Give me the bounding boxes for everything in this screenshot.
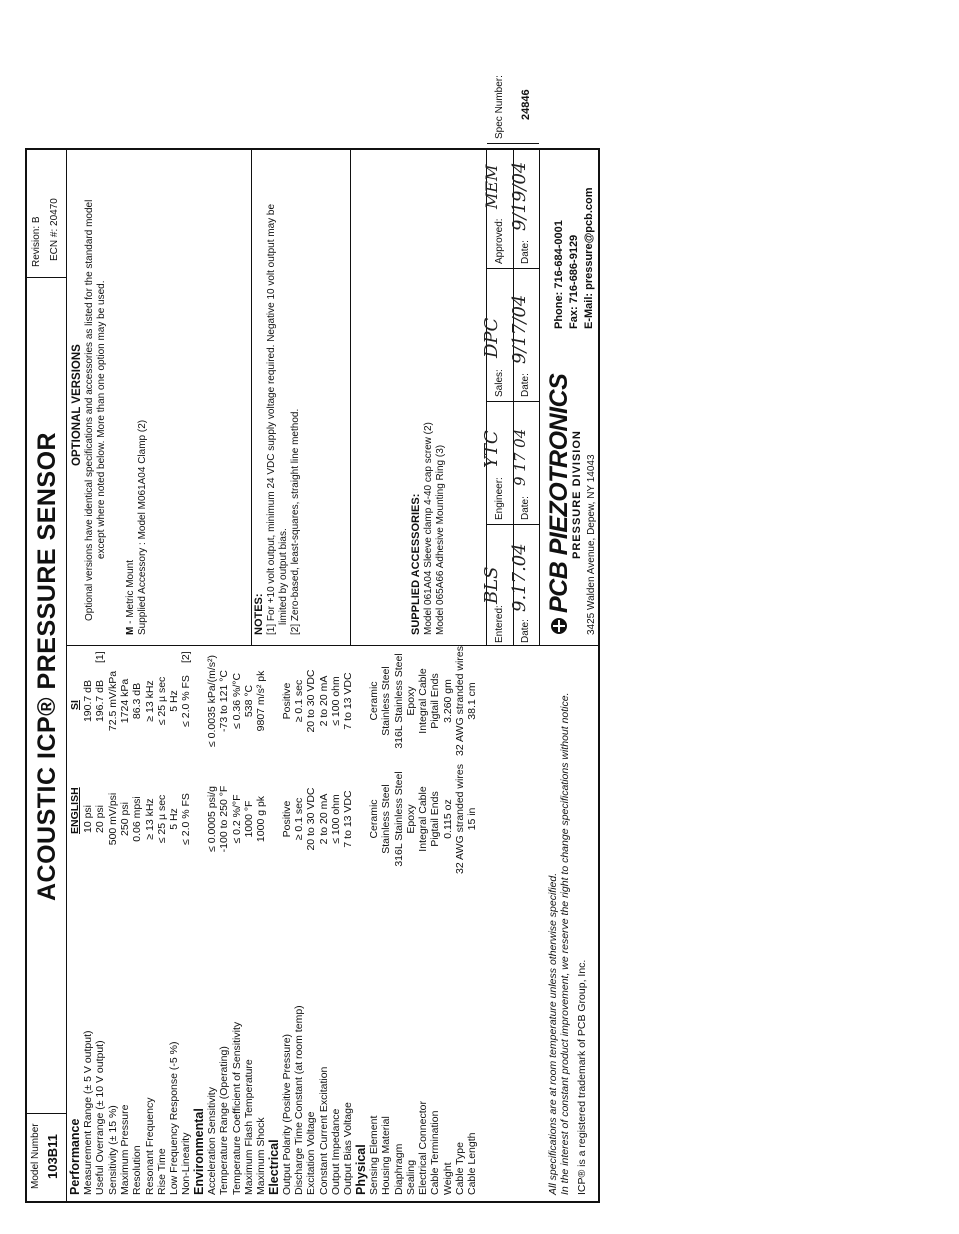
spec-value-si: 5 Hz <box>168 690 181 712</box>
notes-heading: NOTES: <box>253 593 265 635</box>
logo-text: PCB PIEZOTRONICS <box>545 373 573 613</box>
sales-signature: DPC <box>481 317 502 358</box>
spec-label: Diaphragm <box>392 1143 405 1195</box>
spec-note-ref: [1] <box>94 651 107 663</box>
signoff-grid <box>481 75 540 646</box>
spec-value-english: ≤ 2.0 % FS <box>180 793 193 845</box>
sales-label: Sales: <box>494 369 505 397</box>
spec-value-english: ≤ 100 ohm <box>330 794 342 844</box>
spec-value-si: ≤ 0.0035 kPa/(m/s²) <box>206 654 218 748</box>
spec-value-english: 250 psi <box>118 802 131 836</box>
spec-value-si: ≥ 0.1 sec <box>293 679 306 723</box>
spec-value-si: 38.1 cm <box>466 682 479 720</box>
approved-label: Approved: <box>494 218 505 264</box>
accessory-1: Model 061A04 Sleeve clamp 4-40 cap screw (2) <box>423 422 434 635</box>
spec-label: Cable Type <box>454 1142 466 1195</box>
spec-label: Cable Termination <box>429 1110 442 1195</box>
spec-value-si: Integral Cable <box>417 668 430 734</box>
footnote-trademark: ICP® is a registered trademark of PCB Group, Inc. <box>576 959 588 1195</box>
page-title: ACOUSTIC ICP® PRESSURE SENSOR <box>33 431 61 901</box>
spec-number: 24846 <box>520 89 532 120</box>
company-address: 3425 Walden Avenue, Depew, NY 14043 <box>586 454 597 635</box>
date-label-sales: Date: <box>520 373 531 397</box>
spec-value-english: 500 mV/psi <box>106 792 119 846</box>
spec-label: Output Polarity (Positive Pressure) <box>280 1033 293 1195</box>
spec-label: Sealing <box>404 1159 417 1195</box>
spec-value-english: ≤ 0.0005 psi/g <box>206 786 218 852</box>
spec-value-english: 10 psi <box>82 804 94 834</box>
spec-label: Output Bias Voltage <box>342 1102 355 1195</box>
note-2: [2] Zero-based, least-squares, straight line method. <box>290 408 301 635</box>
spec-value-english: 7 to 13 VDC <box>342 790 355 848</box>
spec-label: Discharge Time Constant (at room temp) <box>293 1005 306 1195</box>
company-fax: Fax: 716-686-9129 <box>568 234 580 329</box>
pcb-logo-mark-icon <box>550 617 568 635</box>
model-number-label: Model Number <box>30 1123 41 1189</box>
header-row <box>27 150 67 1201</box>
spec-label: Low Frequency Response (-5 %) <box>168 1041 181 1195</box>
spec-value-english: Stainless Steel <box>380 784 393 854</box>
spec-value-si: 32 AWG stranded wires <box>454 646 466 756</box>
company-email: E-Mail: pressure@pcb.com <box>583 187 595 329</box>
spec-label: Maximum Flash Temperature <box>242 1059 255 1195</box>
spec-value-english: 2 to 20 mA <box>317 793 330 845</box>
date-label-approved: Date: <box>520 240 531 264</box>
spec-label: Useful Overrange (± 10 V output) <box>94 1040 107 1195</box>
spec-label: Maximum Shock <box>255 1117 268 1195</box>
option-detail: Supplied Accessory : Model M061A04 Clamp (2) <box>137 419 148 635</box>
spec-sheet <box>25 75 600 1203</box>
spec-value-si: 72.5 mV/kPa <box>106 670 119 732</box>
date-entered: 9.17.04 <box>509 543 530 612</box>
spec-value-english: 1000 °F <box>242 800 255 838</box>
spec-value-si: -73 to 121 °C <box>218 670 231 732</box>
spec-label: Excitation Voltage <box>305 1111 318 1195</box>
spec-value-si: Epoxy <box>404 686 417 716</box>
spec-value-si: ≤ 100 ohm <box>330 676 342 726</box>
spec-label: Housing Material <box>380 1116 393 1195</box>
spec-label: Measurement Range (± 5 V output) <box>82 1030 94 1195</box>
spec-value-si: 7 to 13 VDC <box>342 672 355 730</box>
spec-label: Acceleration Sensitivity <box>206 1087 218 1195</box>
spec-label: Resonant Frequency <box>143 1097 156 1195</box>
ecn-label: ECN #: 20470 <box>49 198 60 261</box>
column-header-si: SI <box>69 700 81 710</box>
spec-value-si: Pigtail Ends <box>429 673 442 729</box>
spec-label: Temperature Range (Operating) <box>218 1046 231 1195</box>
section-heading-environmental: Environmental <box>191 1108 206 1195</box>
section-heading-performance: Performance <box>68 1118 82 1195</box>
spec-value-english: Integral Cable <box>417 786 430 852</box>
spec-value-si: ≤ 25 µ sec <box>155 676 168 726</box>
engineer-signature: YTC <box>481 430 502 468</box>
spec-value-english: Epoxy <box>404 804 417 834</box>
spec-value-english: -100 to 250 °F <box>218 785 231 853</box>
engineer-label: Engineer: <box>494 477 505 520</box>
column-header-english: ENGLISH <box>69 787 81 834</box>
spec-value-english: ≥ 13 kHz <box>143 798 156 840</box>
optional-versions-heading: OPTIONAL VERSIONS <box>71 344 83 466</box>
spec-label: Resolution <box>131 1145 144 1195</box>
spec-value-english: Positive <box>280 800 293 838</box>
spec-label: Non-Linearity <box>180 1132 193 1195</box>
spec-value-si: 86.3 dB <box>131 682 144 720</box>
spec-note-ref: [2] <box>180 651 193 663</box>
spec-value-si: 196.7 dB <box>94 679 107 723</box>
spec-value-si: 316L Stainless Steel <box>392 653 405 749</box>
model-number: 103B11 <box>45 1134 60 1179</box>
footnote-improvement: In the interest of constant product improvement, we reserve the right to change specifications without notice. <box>559 692 571 1195</box>
spec-label: Cable Length <box>466 1132 479 1195</box>
spec-value-si: 3.260 gm <box>441 679 454 723</box>
spec-value-english: 0.115 oz <box>441 799 454 839</box>
spec-value-si: 20 to 30 VDC <box>305 669 318 733</box>
spec-value-si: Positive <box>280 682 293 720</box>
spec-value-english: 20 to 30 VDC <box>305 787 318 851</box>
revision-label: Revision: B <box>31 216 42 267</box>
optional-versions-intro-1: Optional versions have identical specifications and accessories as listed for the standard model <box>84 199 95 621</box>
entered-signature: BLS <box>481 566 502 604</box>
section-heading-electrical: Electrical <box>266 1139 281 1195</box>
optional-versions-intro-2: except where noted below. More than one option may be used. <box>96 280 107 559</box>
footnote-conditions: All specifications are at room temperature unless otherwise specified. <box>547 872 559 1195</box>
spec-value-english: 20 psi <box>94 804 107 834</box>
spec-value-english: 1000 g pk <box>255 795 268 843</box>
spec-value-english: 15 in <box>466 807 479 831</box>
spec-label: Rise Time <box>155 1148 168 1195</box>
spec-label: Weight <box>441 1162 454 1195</box>
spec-label: Output Impedance <box>330 1108 342 1195</box>
spec-value-english: 0.06 mpsi <box>131 796 144 842</box>
spec-value-si: 1724 kPa <box>118 678 131 724</box>
company-division: PRESSURE DIVISION <box>571 430 583 559</box>
section-heading-physical: Physical <box>353 1144 368 1195</box>
spec-value-english: ≤ 25 µ sec <box>155 794 168 844</box>
note-1a: [1] For +10 volt output, minimum 24 VDC supply voltage required. Negative 10 volt output may be <box>266 203 277 635</box>
spec-value-english: Ceramic <box>367 799 380 839</box>
spec-label: Maximum Pressure <box>118 1104 131 1195</box>
approved-signature: MEM <box>482 164 501 209</box>
spec-value-si: 190.7 dB <box>82 679 94 723</box>
spec-value-english: ≥ 0.1 sec <box>293 797 306 841</box>
option-metric-mount <box>125 560 137 635</box>
spec-label: Constant Current Excitation <box>317 1066 330 1195</box>
spec-value-english: 32 AWG stranded wires <box>454 764 466 874</box>
date-approved: 9/19/04 <box>509 161 530 231</box>
spec-label: Sensing Element <box>367 1115 380 1195</box>
spec-label: Temperature Coefficient of Sensitivity <box>230 1021 243 1195</box>
entered-label: Entered: <box>494 605 505 643</box>
spec-value-si: ≤ 2.0 % FS <box>180 675 193 727</box>
spec-label: Sensitivity (± 15 %) <box>106 1105 119 1195</box>
spec-value-english: 5 Hz <box>168 808 181 830</box>
accessories-heading: SUPPLIED ACCESSORIES: <box>410 493 422 635</box>
spec-value-si: Stainless Steel <box>380 666 393 736</box>
accessory-2: Model 065A66 Adhesive Mounting Ring (3) <box>435 444 446 635</box>
spec-value-si: 2 to 20 mA <box>317 675 330 727</box>
spec-value-english: ≤ 0.2 %/°F <box>230 794 243 844</box>
date-label-engineer: Date: <box>520 496 531 520</box>
spec-value-si: ≤ 0.36 %/°C <box>230 672 243 730</box>
date-sales: 9/17/04 <box>509 294 530 364</box>
spec-value-english: 316L Stainless Steel <box>392 771 405 867</box>
note-1b: limited by output bias. <box>278 528 289 625</box>
spec-value-si: 9807 m/s² pk <box>255 670 268 732</box>
date-label-entered: Date: <box>520 619 531 643</box>
date-engineer: 9 17 04 <box>511 428 529 486</box>
spec-value-english: Pigtail Ends <box>429 791 442 847</box>
spec-label: Electrical Connector <box>417 1101 430 1195</box>
spec-value-si: Ceramic <box>367 681 380 721</box>
option-code: M <box>125 626 136 635</box>
company-phone: Phone: 716-684-0001 <box>553 220 565 329</box>
option-name: - Metric Mount <box>125 559 136 627</box>
spec-value-si: 538 °C <box>242 684 255 718</box>
spec-value-si: ≥ 13 kHz <box>143 680 156 722</box>
spec-number-label: Spec Number: <box>494 75 505 139</box>
